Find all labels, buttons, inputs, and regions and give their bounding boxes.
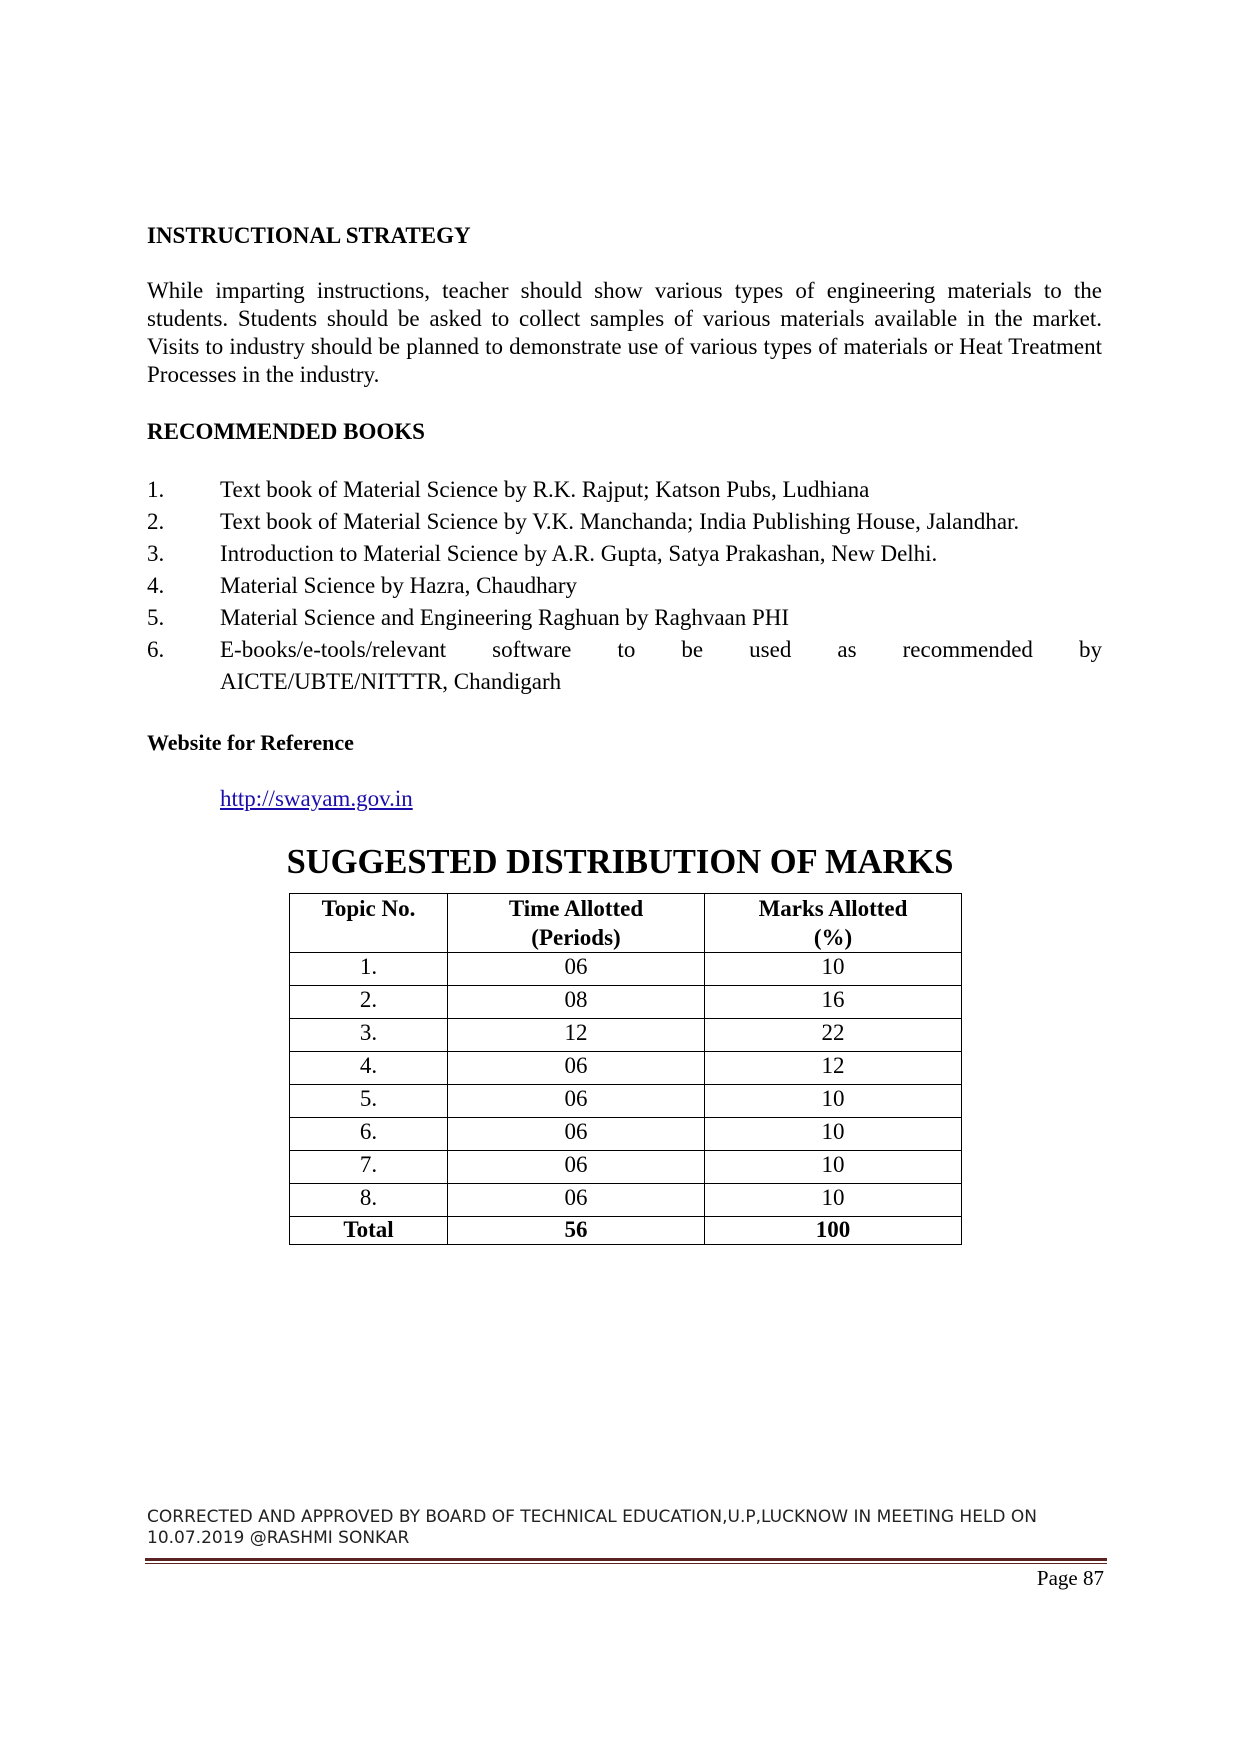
footer-divider-thin	[145, 1563, 1107, 1564]
marks-cell: 10	[705, 953, 962, 986]
total-label-cell: Total	[290, 1217, 448, 1245]
book-item-2	[147, 506, 1102, 538]
footer-approval-text	[147, 1507, 1107, 1549]
book-item-4	[147, 570, 1102, 602]
recommended-books-list	[147, 474, 1102, 698]
marks-cell: 10	[705, 1085, 962, 1118]
book-text: Material Science and Engineering Raghuan by Raghvaan PHI	[220, 605, 790, 630]
topic-cell: 6.	[290, 1118, 448, 1151]
book-text: Text book of Material Science by V.K. Manchanda; India Publishing House, Jalandhar.	[220, 509, 1020, 534]
time-cell: 08	[448, 986, 705, 1019]
table-row	[290, 1019, 962, 1052]
time-cell: 06	[448, 1151, 705, 1184]
header-topic-no: Topic No.	[290, 894, 448, 953]
instructional-strategy-heading: INSTRUCTIONAL STRATEGY	[147, 223, 471, 248]
table-row	[290, 1118, 962, 1151]
book-number: 2.	[147, 509, 165, 534]
topic-cell: 4.	[290, 1052, 448, 1085]
marks-cell: 10	[705, 1184, 962, 1217]
book-number: 5.	[147, 605, 165, 630]
header-time-allotted: Time Allotted (Periods)	[448, 894, 705, 953]
table-row	[290, 1151, 962, 1184]
table-row	[290, 986, 962, 1019]
book-text: Introduction to Material Science by A.R. Gupta, Satya Prakashan, New Delhi.	[220, 541, 938, 566]
book-item-3	[147, 538, 1102, 570]
topic-cell: 7.	[290, 1151, 448, 1184]
book-item-6	[147, 634, 1102, 698]
marks-table-title: SUGGESTED DISTRIBUTION OF MARKS	[286, 843, 954, 881]
total-time-cell: 56	[448, 1217, 705, 1245]
time-cell: 06	[448, 1052, 705, 1085]
book-item-1	[147, 474, 1102, 506]
header-marks-allotted: Marks Allotted (%)	[705, 894, 962, 953]
book-number: 1.	[147, 477, 165, 502]
time-cell: 06	[448, 1184, 705, 1217]
book-text: E-books/e-tools/relevant software to be used as recommended by	[220, 637, 1102, 662]
time-cell: 06	[448, 1085, 705, 1118]
table-header-row	[290, 894, 962, 953]
footer-divider-thick	[145, 1558, 1107, 1561]
book-number: 6.	[147, 637, 165, 662]
marks-distribution-table	[289, 893, 962, 1245]
book-number: 3.	[147, 541, 165, 566]
table-total-row	[290, 1217, 962, 1245]
footer-line-2: 10.07.2019 @RASHMI SONKAR	[147, 1528, 410, 1548]
book-text: Text book of Material Science by R.K. Rajput; Katson Pubs, Ludhiana	[220, 477, 870, 502]
topic-cell: 2.	[290, 986, 448, 1019]
table-row	[290, 953, 962, 986]
page-number: Page 87	[1036, 1566, 1104, 1590]
time-cell: 06	[448, 1118, 705, 1151]
table-row	[290, 1085, 962, 1118]
marks-cell: 22	[705, 1019, 962, 1052]
swayam-link[interactable]: http://swayam.gov.in	[220, 786, 413, 811]
time-cell: 12	[448, 1019, 705, 1052]
book-item-5	[147, 602, 1102, 634]
topic-cell: 3.	[290, 1019, 448, 1052]
topic-cell: 8.	[290, 1184, 448, 1217]
footer-line-1: CORRECTED AND APPROVED BY BOARD OF TECHNICAL EDUCATION,U.P,LUCKNOW IN MEETING HELD ON	[147, 1507, 1038, 1527]
marks-cell: 16	[705, 986, 962, 1019]
time-cell: 06	[448, 953, 705, 986]
book-text-continued: AICTE/UBTE/NITTTR, Chandigarh	[220, 669, 562, 694]
marks-cell: 10	[705, 1151, 962, 1184]
table-row	[290, 1184, 962, 1217]
topic-cell: 1.	[290, 953, 448, 986]
marks-cell: 12	[705, 1052, 962, 1085]
total-marks-cell: 100	[705, 1217, 962, 1245]
marks-cell: 10	[705, 1118, 962, 1151]
book-number: 4.	[147, 573, 165, 598]
instructional-strategy-text: While imparting instructions, teacher should show various types of engineering materials to the students. Students should be asked to collect samples of various materials available in the market. Visits to industry should be planned to demonstrate use of various types of materials or Heat Treatment Processes in the industry.	[147, 278, 1102, 387]
recommended-books-heading: RECOMMENDED BOOKS	[147, 419, 425, 444]
book-text: Material Science by Hazra, Chaudhary	[220, 573, 577, 598]
website-reference-heading: Website for Reference	[147, 730, 354, 755]
table-row	[290, 1052, 962, 1085]
topic-cell: 5.	[290, 1085, 448, 1118]
